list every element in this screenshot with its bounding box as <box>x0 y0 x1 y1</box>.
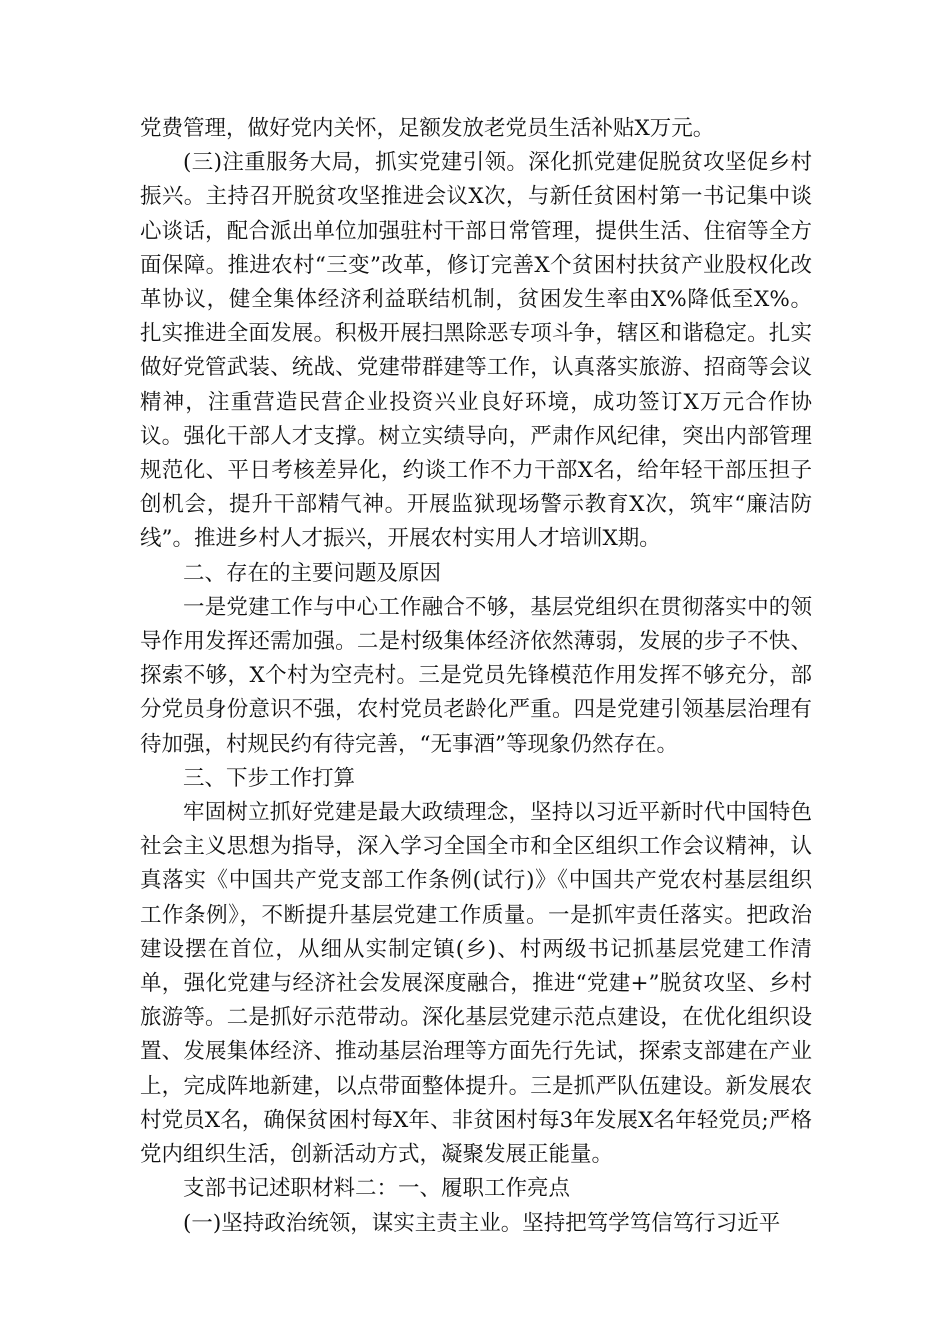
document-body <box>140 112 812 1241</box>
paragraph-section-3: (三)注重服务大局，抓实党建引领。深化抓党建促脱贫攻坚促乡村振兴。主持召开脱贫攻坚推进会议X次，与新任贫困村第一书记集中谈心谈话，配合派出单位加强驻村干部日常管理，提供生活、住宿等全方面保障。推进农村“三变”改革，修订完善X个贫困村扶贫产业股权化改革协议，健全集体经济利益联结机制，贫困发生率由X%降低至X%。扎实推进全面发展。积极开展扫黑除恶专项斗争，辖区和谐稳定。扎实做好党管武装、统战、党建带群建等工作，认真落实旅游、招商等会议精神，注重营造民营企业投资兴业良好环境，成功签订X万元合作协议。强化干部人才支撑。树立实绩导向，严肃作风纪律，突出内部管理规范化、平日考核差异化，约谈工作不力干部X名，给年轻干部压担子创机会，提升干部精气神。开展监狱现场警示教育X次，筑牢“廉洁防线”。推进乡村人才振兴，开展农村实用人才培训X期。 <box>140 150 812 552</box>
paragraph-problems: 一是党建工作与中心工作融合不够，基层党组织在贯彻落实中的领导作用发挥还需加强。二是村级集体经济依然薄弱，发展的步子不快、探索不够，X个村为空壳村。三是党员先锋模范作用发挥不够充分，部分党员身份意识不强，农村党员老龄化严重。四是党建引领基层治理有待加强，村规民约有待完善，“无事酒”等现象仍然存在。 <box>140 594 812 757</box>
heading-next-steps: 三、下步工作打算 <box>183 765 356 791</box>
paragraph-highlight-1: (一)坚持政治统领，谋实主责主业。坚持把笃学笃信笃行习近平 <box>183 1210 781 1236</box>
heading-problems: 二、存在的主要问题及原因 <box>183 560 442 586</box>
heading-material-two: 支部书记述职材料二：一、履职工作亮点 <box>183 1176 571 1202</box>
paragraph-next-steps: 牢固树立抓好党建是最大政绩理念，坚持以习近平新时代中国特色社会主义思想为指导，深入学习全国全市和全区组织工作会议精神，认真落实《中国共产党支部工作条例(试行)》《中国共产党农村基层组织工作条例》，不断提升基层党建工作质量。一是抓牢责任落实。把政治建设摆在首位，从细从实制定镇(乡)、村两级书记抓基层党建工作清单，强化党建与经济社会发展深度融合，推进“党建+”脱贫攻坚、乡村旅游等。二是抓好示范带动。深化基层党建示范点建设，在优化组织设置、发展集体经济、推动基层治理等方面先行先试，探索支部建在产业上，完成阵地新建，以点带面整体提升。三是抓严队伍建设。新发展农村党员X名，确保贫困村每X年、非贫困村每3年发展X名年轻党员;严格党内组织生活，创新活动方式，凝聚发展正能量。 <box>140 800 812 1168</box>
paragraph-continuation: 党费管理，做好党内关怀，足额发放老党员生活补贴X万元。 <box>140 116 715 141</box>
